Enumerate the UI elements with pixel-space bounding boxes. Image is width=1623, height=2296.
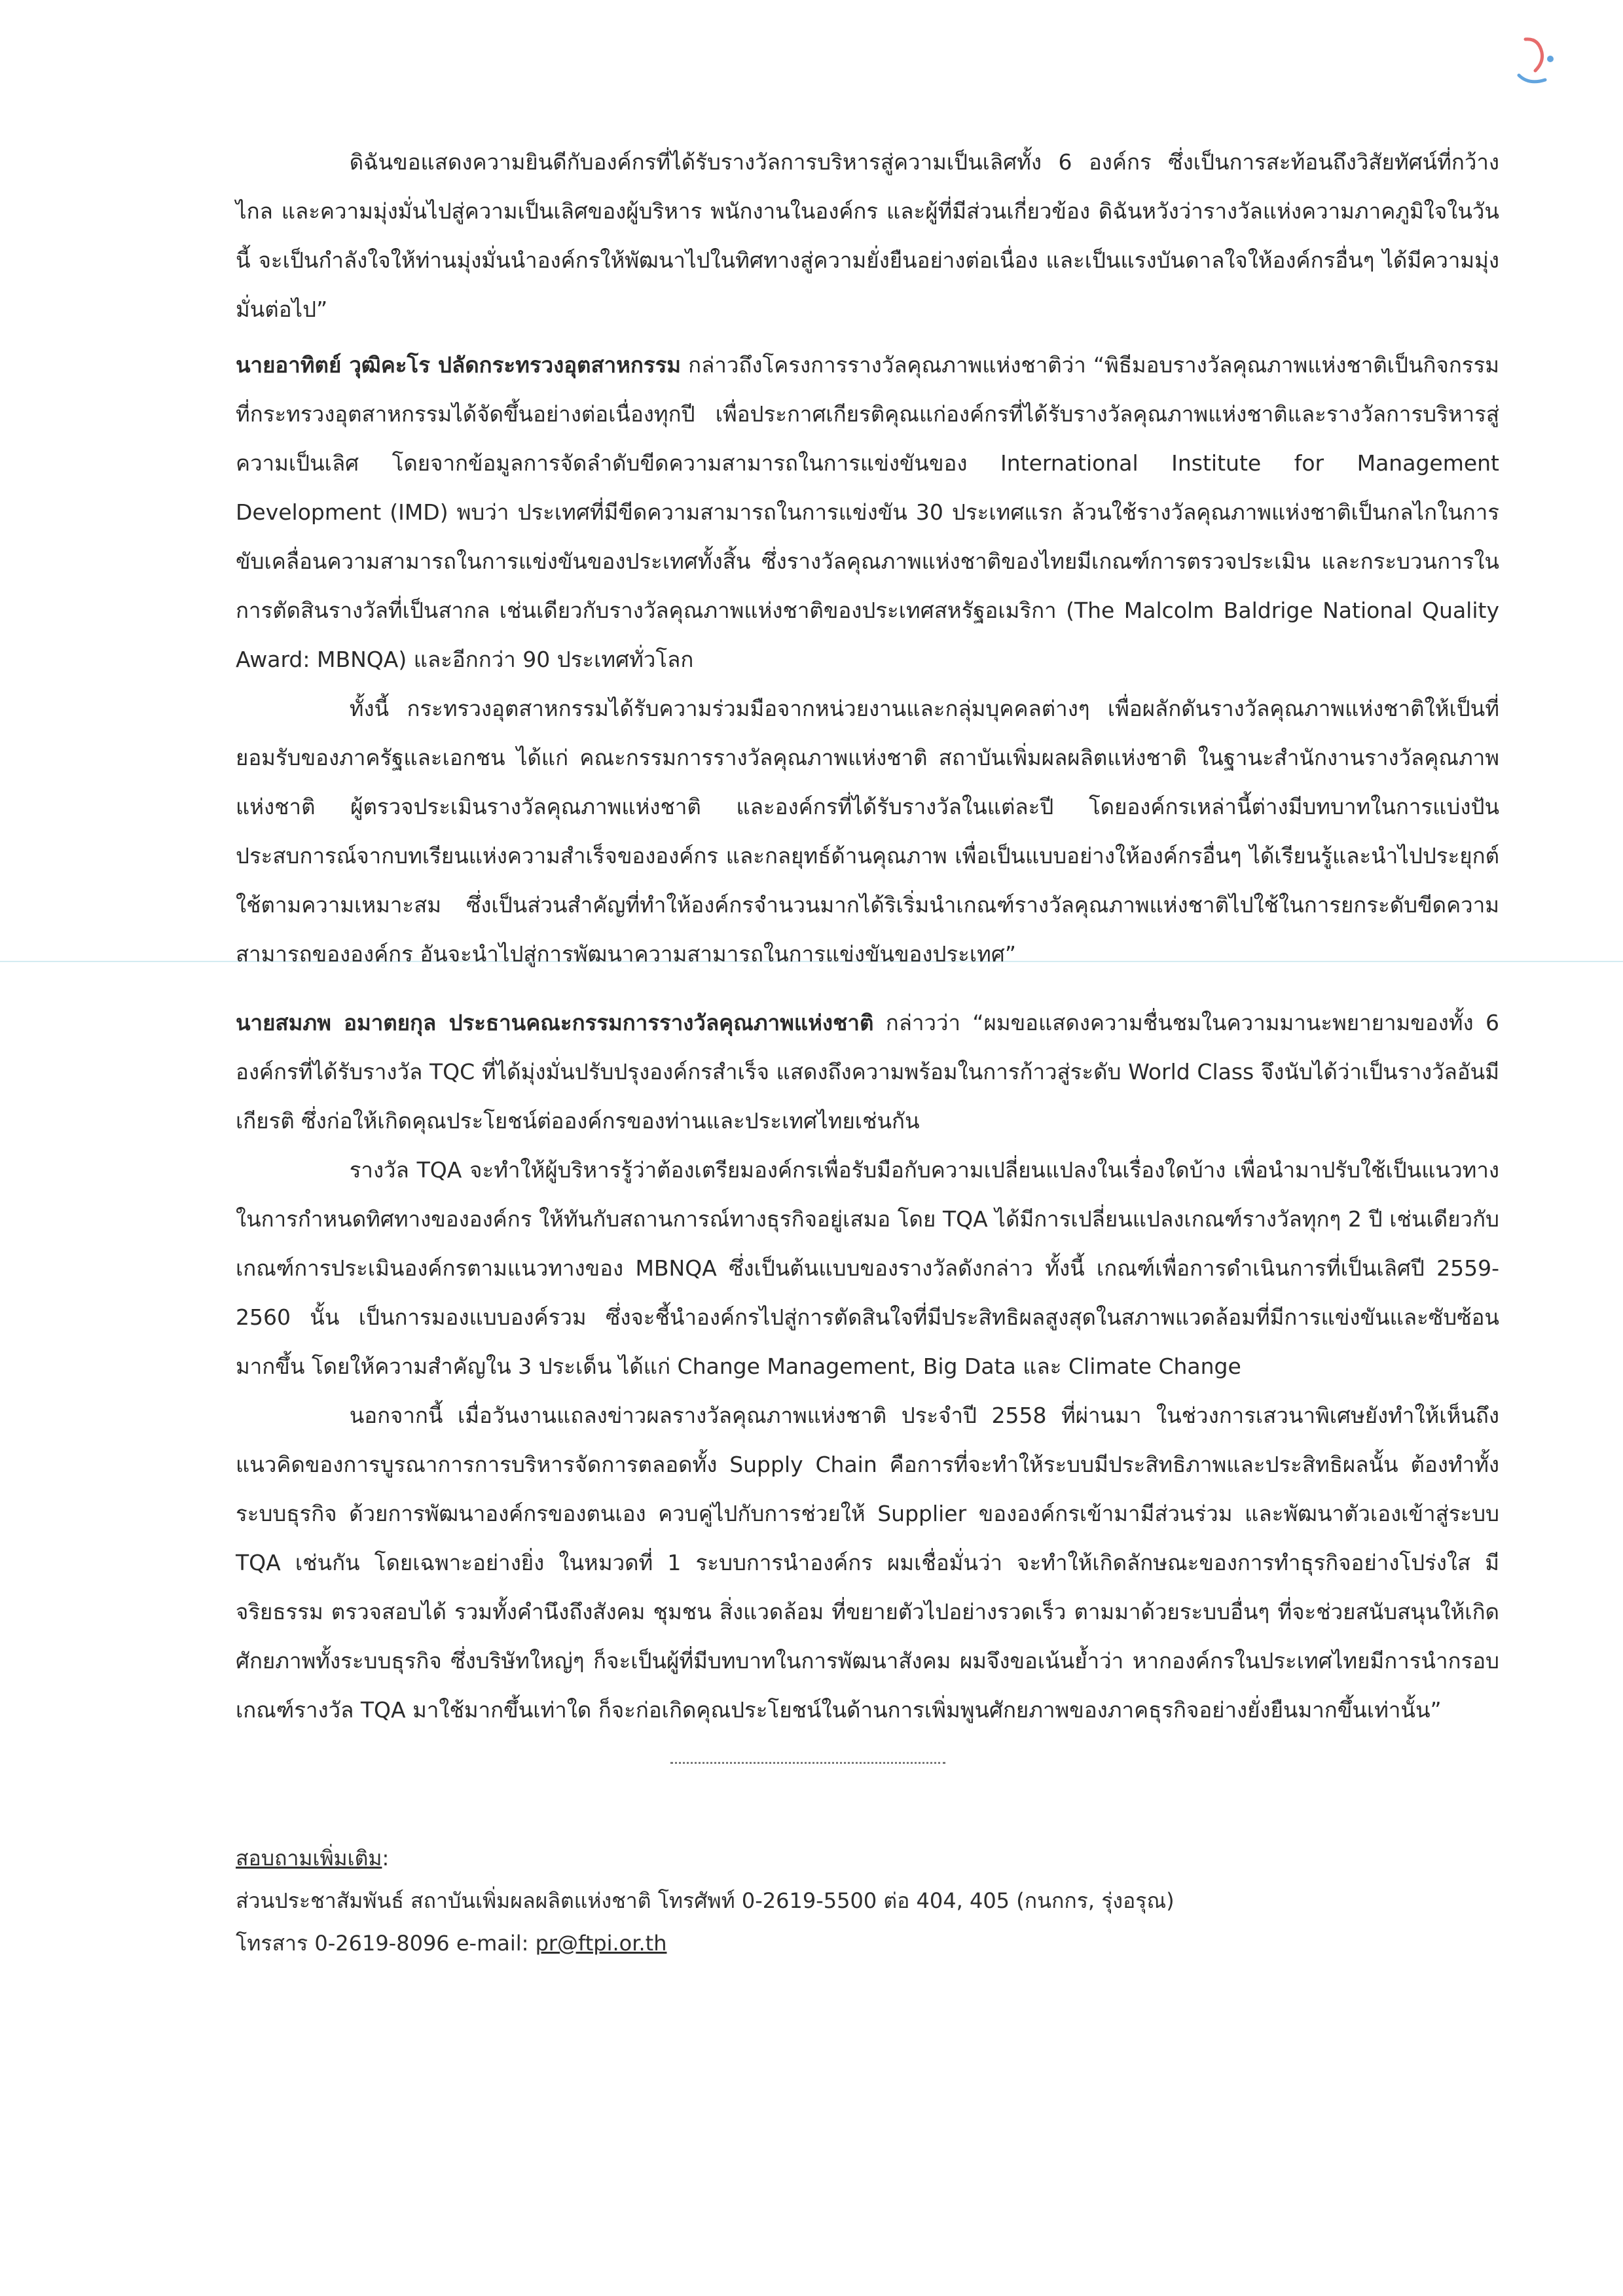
paragraph-cooperation [236,684,1499,978]
paragraph-tqa-award [236,1145,1499,1391]
paragraph-supply-chain [236,1391,1499,1734]
paragraph-permanent-secretary [236,340,1499,684]
contact-heading-label: สอบถามเพิ่มเติม [236,1846,382,1871]
ftpi-logo-icon [1480,26,1571,105]
document-body [236,137,1499,1965]
contact-section [236,1837,1499,1965]
paragraph-text: กล่าวถึงโครงการรางวัลคุณภาพแห่งชาติว่า “พิธีมอบรางวัลคุณภาพแห่งชาติเป็นกิจกรรมที่กระทรวงอุตสาหกรรมได้จัดขึ้นอย่างต่อเนื่องทุกปี เพื่อประกาศเกียรติคุณแก่องค์กรที่ได้รับรางวัลคุณภาพแห่งชาติและรางวัลการบริหารสู่ความเป็นเลิศ โดยจากข้อมูลการจัดลำดับขีดความสามารถในการแข่งขันของ International Institute for Management Development (IMD) พบว่า ประเทศที่มีขีดความสามารถในการแข่งขัน 30 ประเทศแรก ล้วนใช้รางวัลคุณภาพแห่งชาติเป็นกลไกในการขับเคลื่อนความสามารถในการแข่งขันของประเทศทั้งสิ้น ซึ่งรางวัลคุณภาพแห่งชาติของไทยมีเกณฑ์การตรวจประเมิน และกระบวนการในการตัดสินรางวัลที่เป็นสากล เช่นเดียวกับรางวัลคุณภาพแห่งชาติของประเทศสหรัฐอเมริกา (The Malcolm Baldrige National Quality Award: MBNQA) และอีกกว่า 90 ประเทศทั่วโลก [236,352,1499,672]
paragraph-text: ดิฉันขอแสดงความยินดีกับองค์กรที่ได้รับรางวัลการบริหารสู่ความเป็นเลิศทั้ง 6 องค์กร ซึ่งเป็นการสะท้อนถึงวิสัยทัศน์ที่กว้างไกล และความมุ่งมั่นไปสู่ความเป็นเลิศของผู้บริหาร พนักงานในองค์กร และผู้ที่มีส่วนเกี่ยวข้อง ดิฉันหวังว่ารางวัลแห่งความภาคภูมิใจในวันนี้ จะเป็นกำลังใจให้ท่านมุ่งมั่นนำองค์กรให้พัฒนาไปในทิศทางสู่ความยั่งยืนอย่างต่อเนื่อง และเป็นแรงบันดาลใจให้องค์กรอื่นๆ ได้มีความมุ่งมั่นต่อไป” [236,149,1500,322]
contact-fax-line: โทรสาร 0-2619-8096 e-mail: pr@ftpi.or.th [236,1931,667,1956]
paragraph-closing-quote [236,137,1499,334]
speaker-name: นายสมภพ อมาตยกุล ประธานคณะกรรมการรางวัลคุณภาพแห่งชาติ [236,1010,874,1035]
paragraph-text: นอกจากนี้ เมื่อวันงานแถลงข่าวผลรางวัลคุณภาพแห่งชาติ ประจำปี 2558 ที่ผ่านมา ในช่วงการเสวนาพิเศษยังทำให้เห็นถึงแนวคิดของการบูรณาการการบริหารจัดการตลอดทั้ง Supply Chain คือการที่จะทำให้ระบบมีประสิทธิภาพและประสิทธิผลนั้น ต้องทำทั้งระบบธุรกิจ ด้วยการพัฒนาองค์กรของตนเอง ควบคู่ไปกับการช่วยให้ Supplier ขององค์กรเข้ามามีส่วนร่วม และพัฒนาตัวเองเข้าสู่ระบบ TQA เช่นกัน โดยเฉพาะอย่างยิ่ง ในหมวดที่ 1 ระบบการนำองค์กร ผมเชื่อมั่นว่า จะทำให้เกิดลักษณะของการทำธุรกิจอย่างโปร่งใส มีจริยธรรม ตรวจสอบได้ รวมทั้งคำนึงถึงสังคม ชุมชน สิ่งแวดล้อม ที่ขยายตัวไปอย่างรวดเร็ว ตามมาด้วยระบบอื่นๆ ที่จะช่วยสนับสนุนให้เกิดศักยภาพทั้งระบบธุรกิจ ซึ่งบริษัทใหญ่ๆ ก็จะเป็นผู้ที่มีบทบาทในการพัฒนาสังคม ผมจึงขอเน้นย้ำว่า หากองค์กรในประเทศไทยมีการนำกรอบเกณฑ์รางวัล TQA มาใช้มากขึ้นเท่าใด ก็จะก่อเกิดคุณประโยชน์ในด้านการเพิ่มพูนศักยภาพของภาคธุรกิจอย่างยั่งยืนมากขึ้นเท่านั้น” [236,1403,1499,1723]
email-link[interactable]: pr@ftpi.or.th [535,1931,667,1956]
paragraph-text: รางวัล TQA จะทำให้ผู้บริหารรู้ว่าต้องเตรียมองค์กรเพื่อรับมือกับความเปลี่ยนแปลงในเรื่องใดบ้าง เพื่อนำมาปรับใช้เป็นแนวทางในการกำหนดทิศทางขององค์กร ให้ทันกับสถานการณ์ทางธุรกิจอยู่เสมอ โดย TQA ได้มีการเปลี่ยนแปลงเกณฑ์รางวัลทุกๆ 2 ปี เช่นเดียวกับเกณฑ์การประเมินองค์กรตามแนวทางของ MBNQA ซึ่งเป็นต้นแบบของรางวัลดังกล่าว ทั้งนี้ เกณฑ์เพื่อการดำเนินการที่เป็นเลิศปี 2559-2560 นั้น เป็นการมองแบบองค์รวม ซึ่งจะชี้นำองค์กรไปสู่การตัดสินใจที่มีประสิทธิผลสูงสุดในสภาพแวดล้อมที่มีการแข่งขันและซับซ้อนมากขึ้น โดยให้ความสำคัญใน 3 ประเด็น ได้แก่ Change Management, Big Data และ Climate Change [236,1157,1499,1379]
section-divider [670,1762,945,1764]
paragraph-text: กล่าวว่า “ผมขอแสดงความชื่นชมในความมานะพยายามของทั้ง 6 องค์กรที่ได้รับรางวัล TQC ที่ได้มุ่งมั่นปรับปรุงองค์กรสำเร็จ แสดงถึงความพร้อมในการก้าวสู่ระดับ World Class จึงนับได้ว่าเป็นรางวัลอันมีเกียรติ ซึ่งก่อให้เกิดคุณประโยชน์ต่อองค์กรของท่านและประเทศไทยเช่นกัน [236,1010,1499,1134]
contact-phone-line: ส่วนประชาสัมพันธ์ สถาบันเพิ่มผลผลิตแห่งชาติ โทรศัพท์ 0-2619-5500 ต่อ 404, 405 (กนกกร, รุ่งอรุณ) [236,1888,1175,1913]
paragraph-text: ทั้งนี้ กระทรวงอุตสาหกรรมได้รับความร่วมมือจากหน่วยงานและกลุ่มบุคคลต่างๆ เพื่อผลักดันรางวัลคุณภาพแห่งชาติให้เป็นที่ยอมรับของภาครัฐและเอกชน ได้แก่ คณะกรรมการรางวัลคุณภาพแห่งชาติ สถาบันเพิ่มผลผลิตแห่งชาติ ในฐานะสำนักงานรางวัลคุณภาพแห่งชาติ ผู้ตรวจประเมินรางวัลคุณภาพแห่งชาติ และองค์กรที่ได้รับรางวัลในแต่ละปี โดยองค์กรเหล่านี้ต่างมีบทบาทในการแบ่งปันประสบการณ์จากบทเรียนแห่งความสำเร็จขององค์กร และกลยุทธ์ด้านคุณภาพ เพื่อเป็นแบบอย่างให้องค์กรอื่นๆ ได้เรียนรู้และนำไปประยุกต์ใช้ตามความเหมาะสม ซึ่งเป็นส่วนสำคัญที่ทำให้องค์กรจำนวนมากได้ริเริ่มนำเกณฑ์รางวัลคุณภาพแห่งชาติไปใช้ในการยกระดับขีดความสามารถขององค์กร อันจะนำไปสู่การพัฒนาความสามารถในการแข่งขันของประเทศ” [236,696,1499,967]
speaker-name: นายอาทิตย์ วุฒิคะโร ปลัดกระทรวงอุตสาหกรรม [236,352,682,378]
paragraph-committee-chairman [236,998,1499,1145]
contact-heading: สอบถามเพิ่มเติม: [236,1846,390,1871]
